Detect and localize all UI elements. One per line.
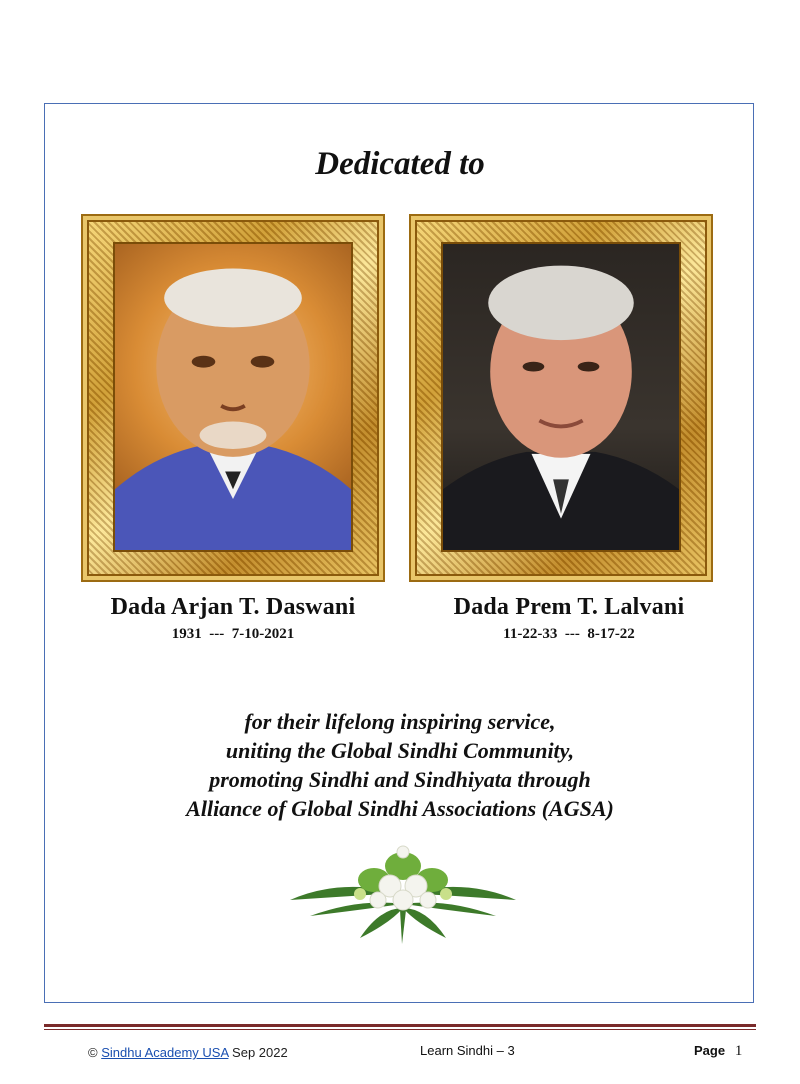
person-name-prem: Dada Prem T. Lalvani — [453, 594, 685, 620]
tribute-text — [100, 707, 700, 823]
page-title: Dedicated to — [315, 146, 485, 182]
portrait-frame-right — [409, 214, 713, 582]
tribute-line: promoting Sindhi and Sindhiyata through — [209, 767, 591, 792]
flower-arrangement-icon — [290, 838, 516, 944]
portrait-photo-arjan — [113, 242, 353, 552]
footer-copyright — [88, 1045, 288, 1060]
footer-date: Sep 2022 — [232, 1045, 288, 1060]
tribute-line: uniting the Global Sindhi Community, — [225, 738, 575, 763]
org-link[interactable]: Sindhu Academy USA — [101, 1045, 229, 1060]
tribute-line: for their lifelong inspiring service, — [244, 709, 556, 734]
page-number: 1 — [734, 1043, 743, 1059]
portrait-illustration-icon — [443, 244, 679, 550]
tribute-line: Alliance of Global Sindhi Associations (AGSA) — [186, 796, 614, 821]
page-label: Page — [694, 1043, 726, 1058]
person-name-arjan: Dada Arjan T. Daswani — [110, 594, 356, 620]
copyright-symbol: © — [88, 1045, 98, 1060]
person-dates-prem: 11-22-33 --- 8-17-22 — [503, 626, 635, 642]
portrait-frame-left — [81, 214, 385, 582]
footer-rule-thin — [44, 1029, 756, 1030]
person-dates-arjan: 1931 --- 7-10-2021 — [171, 626, 295, 642]
portrait-photo-prem — [441, 242, 681, 552]
footer-doc-title: Learn Sindhi – 3 — [420, 1043, 515, 1058]
footer-page — [694, 1043, 742, 1060]
portrait-illustration-icon — [115, 244, 351, 550]
footer-rule-thick — [44, 1024, 756, 1027]
